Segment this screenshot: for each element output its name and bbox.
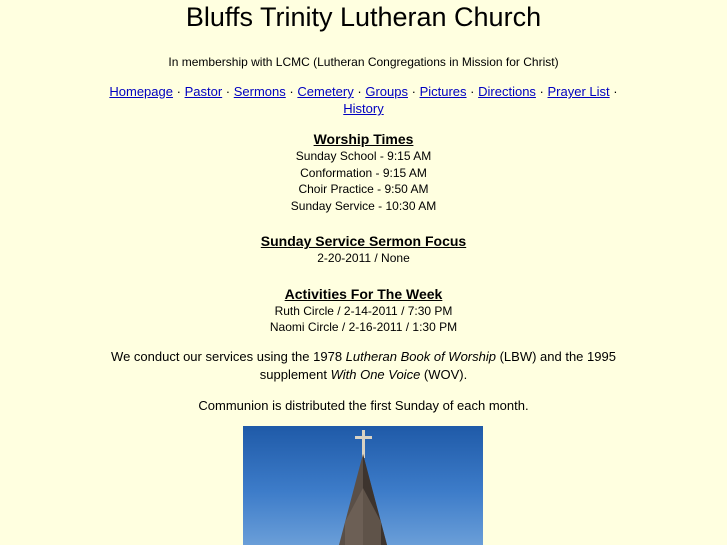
page-title: Bluffs Trinity Lutheran Church [185,2,542,32]
activity-item: Ruth Circle / 2-14-2011 / 7:30 PM [274,303,453,318]
sermon-focus-heading: Sunday Service Sermon Focus [260,233,467,249]
activity-item: Naomi Circle / 2-16-2011 / 1:30 PM [269,320,458,334]
services-paragraph [104,348,624,384]
services-text: (WOV). [420,366,468,382]
book-title-wov: With One Voice [330,366,421,382]
nav-separator: · [411,84,416,99]
membership-text: In membership with LCMC (Lutheran Congregations in Mission for Christ) [168,55,559,69]
nav-link-prayer-list[interactable]: Prayer List [547,84,610,99]
nav-link-cemetery[interactable]: Cemetery [297,84,354,99]
nav-link-directions[interactable]: Directions [478,84,536,99]
worship-time-item: Sunday Service - 10:30 AM [290,198,437,213]
nav-separator: · [225,84,231,99]
worship-time-item: Sunday School - 9:15 AM [295,149,432,163]
main-nav [104,83,624,117]
nav-link-homepage[interactable]: Homepage [109,84,173,99]
worship-time-item: Choir Practice - 9:50 AM [298,182,429,196]
sermon-focus-section [0,232,727,267]
worship-times-heading: Worship Times [313,131,414,147]
nav-link-groups[interactable]: Groups [365,84,408,99]
book-title-lbw: Lutheran Book of Worship [345,348,496,364]
worship-times-section [0,130,727,214]
nav-separator: · [176,84,181,99]
activities-section [0,285,727,336]
worship-time-item: Conformation - 9:15 AM [300,165,427,180]
nav-link-history[interactable]: History [343,101,384,116]
nav-separator: · [289,84,294,99]
services-text: (LBW) and the 1995 supplement [259,348,616,382]
nav-separator: · [539,84,544,99]
nav-separator: · [357,84,362,99]
services-text: We conduct our services using the 1978 [111,348,346,364]
communion-text: Communion is distributed the first Sunday of each month. [198,397,529,413]
nav-link-pictures[interactable]: Pictures [419,84,467,99]
nav-link-pastor[interactable]: Pastor [184,84,223,99]
steeple-graphic [243,426,483,545]
activities-heading: Activities For The Week [284,285,443,302]
nav-link-sermons[interactable]: Sermons [233,84,286,99]
nav-separator: · [470,84,475,99]
church-steeple-photo [243,426,483,545]
sermon-focus-text: 2-20-2011 / None [317,251,410,265]
nav-separator: · [613,84,618,99]
